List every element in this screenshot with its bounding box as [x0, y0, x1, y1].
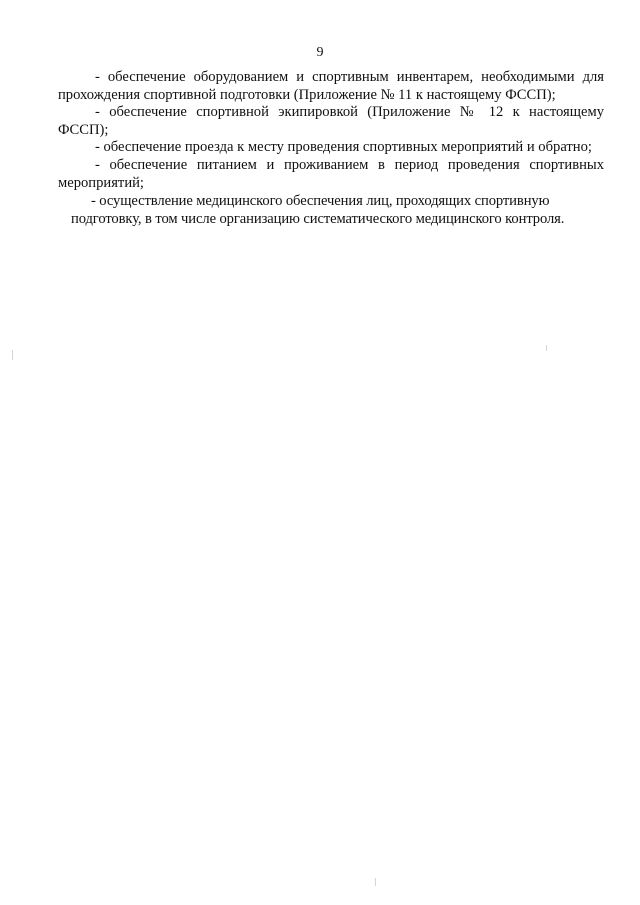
scan-speck: [546, 345, 547, 351]
scan-speck: [12, 350, 13, 360]
body-text: [58, 69, 604, 228]
paragraph-medical: [58, 193, 604, 228]
paragraph-equipment: - обеспечение оборудованием и спортивным инвентарем, необходимыми для прохождения спортивной подготовки (Приложение № 11 к настоящему ФССП);: [58, 69, 604, 103]
paragraph-medical-line-2: подготовку, в том числе организацию систематического медицинского контроля.: [71, 210, 565, 227]
paragraph-food-lodging: - обеспечение питанием и проживанием в период проведения спортивных мероприятий;: [58, 156, 604, 191]
paragraph-medical-line-1: - осуществление медицинского обеспечения лиц, проходящих спортивную: [91, 193, 550, 210]
paragraph-outfit: - обеспечение спортивной экипировкой (Приложение № 12 к настоящему ФССП);: [58, 104, 604, 138]
scan-speck: [375, 878, 376, 886]
page-number: 9: [316, 45, 324, 60]
paragraph-travel: - обеспечение проезда к месту проведения спортивных мероприятий и обратно;: [95, 139, 592, 156]
